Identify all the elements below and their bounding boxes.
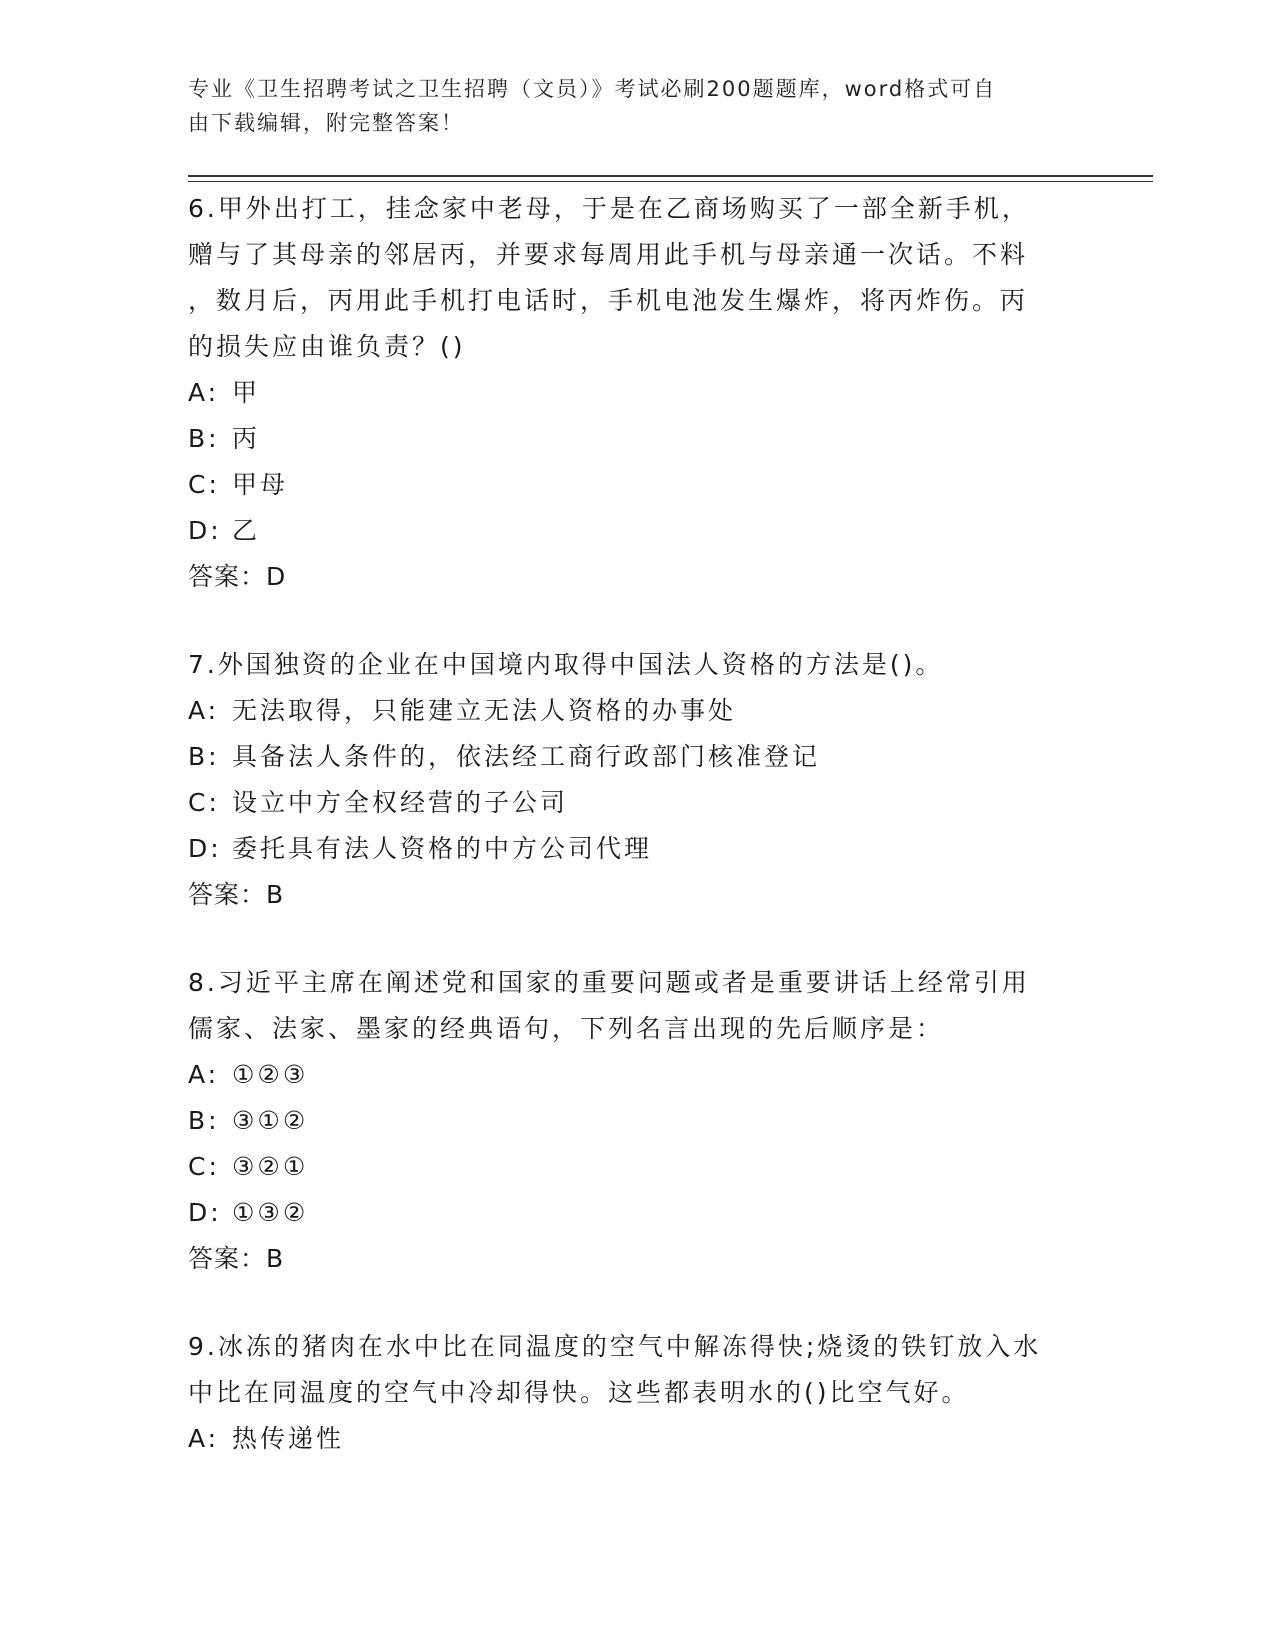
option-letter: D: bbox=[188, 1198, 222, 1227]
question-9 bbox=[188, 1324, 1088, 1462]
option-b bbox=[188, 734, 1088, 780]
option-d bbox=[188, 826, 1088, 872]
answer-label: 答案： bbox=[188, 1244, 267, 1273]
answer-line bbox=[188, 1236, 1088, 1282]
question-line: 9.冰冻的猪肉在水中比在同温度的空气中解冻得快;烧烫的铁钉放入水 bbox=[188, 1332, 1042, 1361]
option-letter: C: bbox=[188, 470, 220, 499]
option-a bbox=[188, 1052, 1088, 1098]
option-letter: D: bbox=[188, 834, 222, 863]
option-b bbox=[188, 1098, 1088, 1144]
header-line-1: 专业《卫生招聘考试之卫生招聘（文员）》考试必刷200题题库，word格式可自 bbox=[188, 77, 997, 101]
option-c bbox=[188, 1144, 1088, 1190]
option-letter: B: bbox=[188, 424, 220, 453]
option-letter: B: bbox=[188, 742, 220, 771]
option-letter: C: bbox=[188, 1152, 220, 1181]
option-b bbox=[188, 416, 1088, 462]
question-line: 7.外国独资的企业在中国境内取得中国法人资格的方法是()。 bbox=[188, 650, 944, 679]
answer-label: 答案： bbox=[188, 880, 267, 909]
question-line: 儒家、法家、墨家的经典语句，下列名言出现的先后顺序是： bbox=[188, 1014, 945, 1043]
question-line: 的损失应由谁负责？() bbox=[188, 332, 466, 361]
question-line: 6.甲外出打工，挂念家中老母，于是在乙商场购买了一部全新手机， bbox=[188, 194, 1030, 223]
answer-label: 答案： bbox=[188, 562, 267, 591]
question-line: ，数月后，丙用此手机打电话时，手机电池发生爆炸，将丙炸伤。丙 bbox=[188, 286, 1029, 315]
answer-value: B bbox=[266, 1244, 285, 1273]
option-letter: A: bbox=[188, 1424, 220, 1453]
option-text: ①②③ bbox=[232, 1060, 309, 1089]
option-text: ①③② bbox=[232, 1198, 309, 1227]
spacer bbox=[188, 1282, 1088, 1324]
option-text: 甲 bbox=[232, 378, 261, 407]
question-line: 8.习近平主席在阐述党和国家的重要问题或者是重要讲话上经常引用 bbox=[188, 968, 1030, 997]
option-text: ③①② bbox=[232, 1106, 309, 1135]
option-text: 甲母 bbox=[232, 470, 289, 499]
option-letter: D: bbox=[188, 516, 222, 545]
option-a bbox=[188, 688, 1088, 734]
question-8 bbox=[188, 960, 1088, 1282]
question-line: 赠与了其母亲的邻居丙，并要求每周用此手机与母亲通一次话。不料 bbox=[188, 240, 1029, 269]
answer-line bbox=[188, 554, 1088, 600]
option-text: 热传递性 bbox=[232, 1424, 345, 1453]
header-rule-thin bbox=[188, 181, 1153, 182]
answer-line bbox=[188, 872, 1088, 918]
option-letter: C: bbox=[188, 788, 220, 817]
question-7 bbox=[188, 642, 1088, 918]
option-text: 设立中方全权经营的子公司 bbox=[232, 788, 569, 817]
option-letter: A: bbox=[188, 1060, 220, 1089]
question-6 bbox=[188, 186, 1088, 600]
answer-value: D bbox=[266, 562, 287, 591]
option-c bbox=[188, 462, 1088, 508]
option-letter: A: bbox=[188, 378, 220, 407]
option-text: 无法取得，只能建立无法人资格的办事处 bbox=[232, 696, 737, 725]
option-c bbox=[188, 780, 1088, 826]
option-text: 乙 bbox=[232, 516, 261, 545]
option-letter: B: bbox=[188, 1106, 220, 1135]
spacer bbox=[188, 918, 1088, 960]
spacer bbox=[188, 600, 1088, 642]
option-a bbox=[188, 370, 1088, 416]
option-text: 具备法人条件的，依法经工商行政部门核准登记 bbox=[232, 742, 821, 771]
option-text: 委托具有法人资格的中方公司代理 bbox=[232, 834, 653, 863]
option-text: ③②① bbox=[232, 1152, 309, 1181]
question-list bbox=[188, 186, 1088, 1462]
option-d bbox=[188, 1190, 1088, 1236]
option-a bbox=[188, 1416, 1088, 1462]
answer-value: B bbox=[266, 880, 285, 909]
header-line-2: 由下载编辑，附完整答案！ bbox=[188, 111, 464, 135]
option-d bbox=[188, 508, 1088, 554]
option-letter: A: bbox=[188, 696, 220, 725]
question-line: 中比在同温度的空气中冷却得快。这些都表明水的()比空气好。 bbox=[188, 1378, 970, 1407]
option-text: 丙 bbox=[232, 424, 261, 453]
document-header bbox=[188, 72, 1068, 140]
header-rule-thick bbox=[188, 175, 1153, 177]
